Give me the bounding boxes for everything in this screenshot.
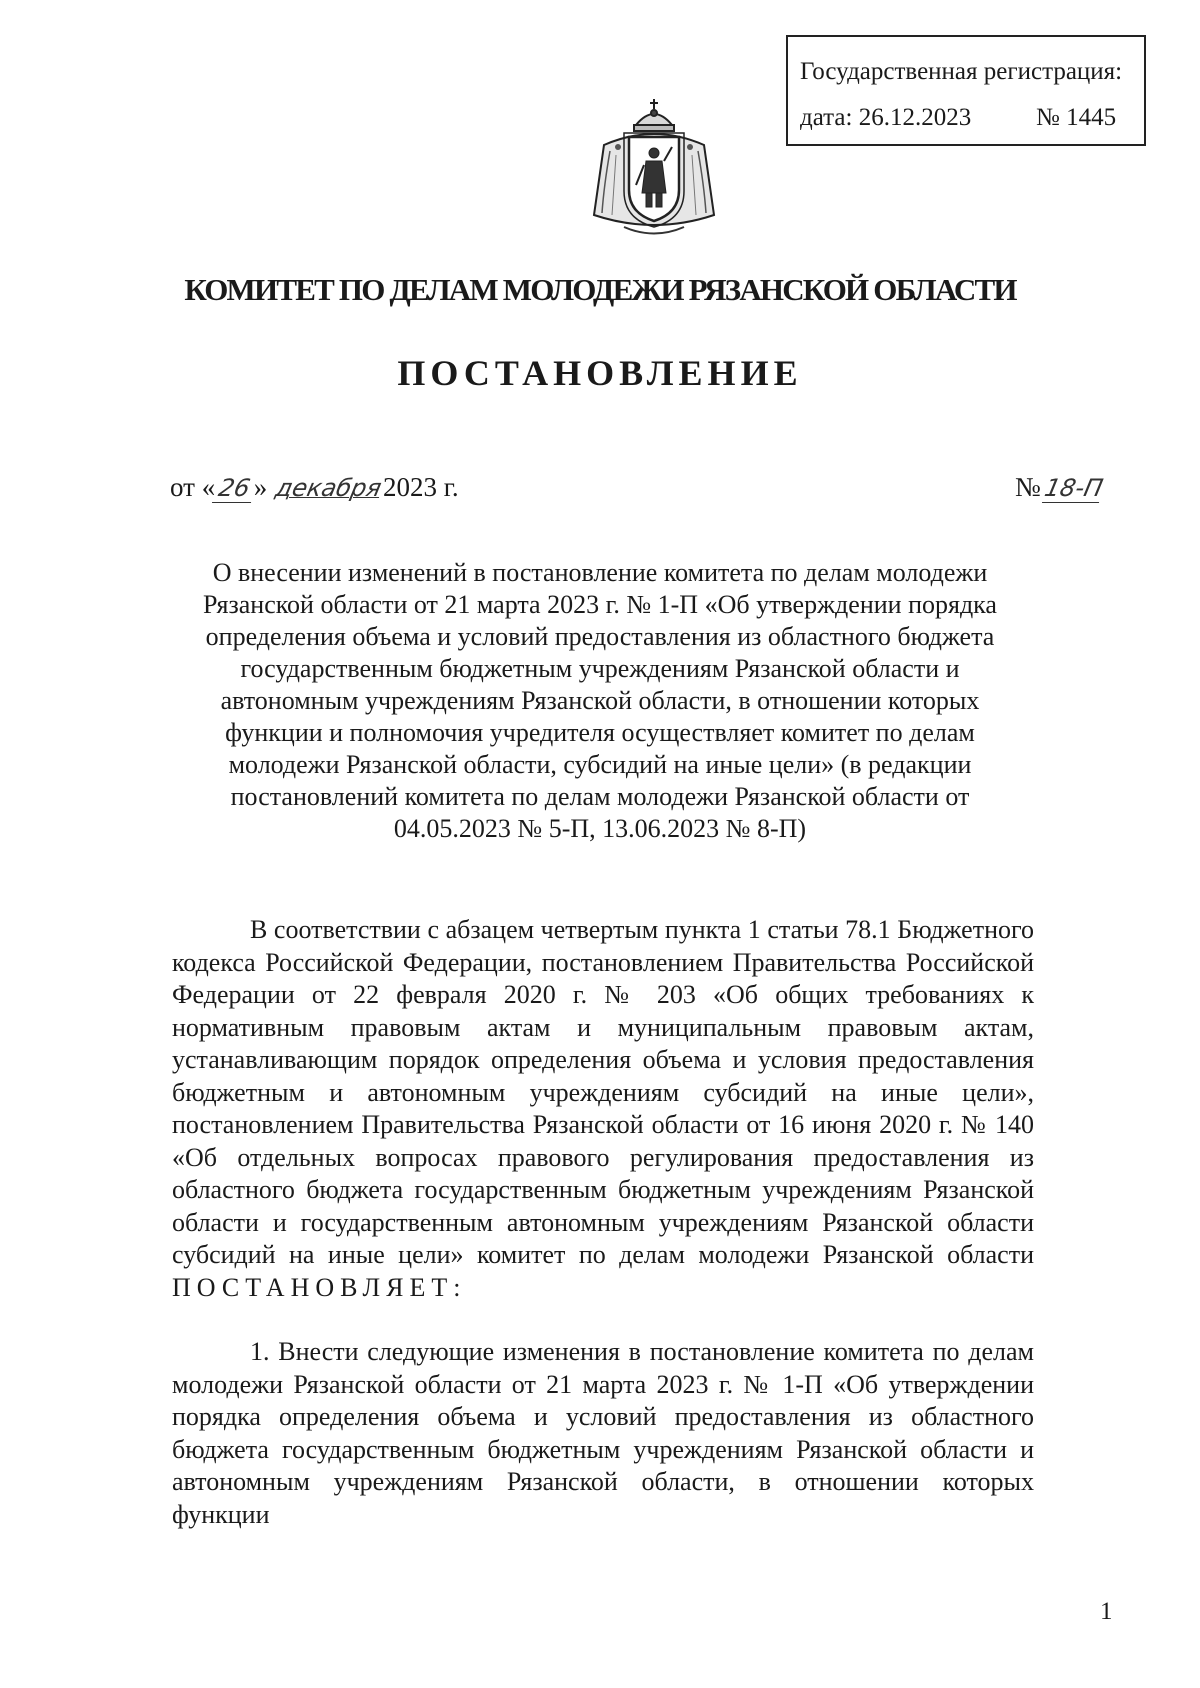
handwritten-day: 26 [212, 474, 257, 503]
handwritten-number: 18-П [1041, 474, 1106, 502]
registration-stamp [786, 35, 1146, 146]
page-number: 1 [1100, 1598, 1113, 1625]
registration-title: Государственная регистрация: [800, 58, 1123, 85]
registration-date: дата: 26.12.2023 [800, 104, 972, 131]
document-type: ПОСТАНОВЛЕНИЕ [397, 353, 803, 393]
preamble-paragraph [172, 914, 1034, 1304]
date-suffix: 2023 г. [383, 472, 459, 502]
clause-1-paragraph: 1. Внести следующие изменения в постановление комитета по делам молодежи Рязанской области от 21 марта 2023 г. № 1-П «Об утверждении порядка определения объема и условий предоставления из областного бюджета государственным бюджетным учреждениям Рязанской области и автономным учреждениям Рязанской области, в отношении которых функции [172, 1337, 1034, 1529]
document-subject: О внесении изменений в постановление комитета по делам молодежи Рязанской области от 21 марта 2023 г. № 1-П «Об утверждении порядка определения объема и условий предоставления из областного бюджета государственным бюджетным учреждениям Рязанской области и автономным учреждениям Рязанской области, в отношении которых функции и полномочия учредителя осуществляет комитет по делам молодежи Рязанской области, субсидий на иные цели» (в редакции постановлений комитета по делам молодежи Рязанской области от 04.05.2023 № 5-П, 13.06.2023 № 8-П) [203, 558, 997, 843]
date-line [170, 472, 459, 503]
preamble-text: В соответствии с абзацем четвертым пункта 1 статьи 78.1 Бюджетного кодекса Российской Федерации, постановлением Правительства Российской Федерации от 22 февраля 2020 г. № 203 «Об общих требованиях к нормативным правовым актам и муниципальным правовым актам, устанавливающим порядок определения объема и условия предоставления бюджетным и автономным учреждениям субсидий на иные цели», постановлением Правительства Рязанской области от 16 июня 2020 г. № 140 «Об отдельных вопросах правового регулирования предоставления из областного бюджета государственным бюджетным учреждениям Рязанской области и государственным автономным учреждениям Рязанской области субсидий на иные цели» комитет по делам молодежи Рязанской области [172, 915, 1034, 1269]
date-mid: » [253, 472, 268, 502]
date-prefix: от « [170, 472, 216, 502]
decree-word: ПОСТАНОВЛЯЕТ: [172, 1272, 467, 1302]
organization-title: КОМИТЕТ ПО ДЕЛАМ МОЛОДЕЖИ РЯЗАНСКОЙ ОБЛАСТИ [184, 272, 1016, 307]
coat-of-arms-icon [574, 95, 734, 245]
registration-number: № 1445 [1036, 104, 1117, 131]
number-prefix: № [1014, 472, 1041, 502]
number-line [1014, 472, 1106, 503]
handwritten-month: декабря [273, 474, 385, 502]
